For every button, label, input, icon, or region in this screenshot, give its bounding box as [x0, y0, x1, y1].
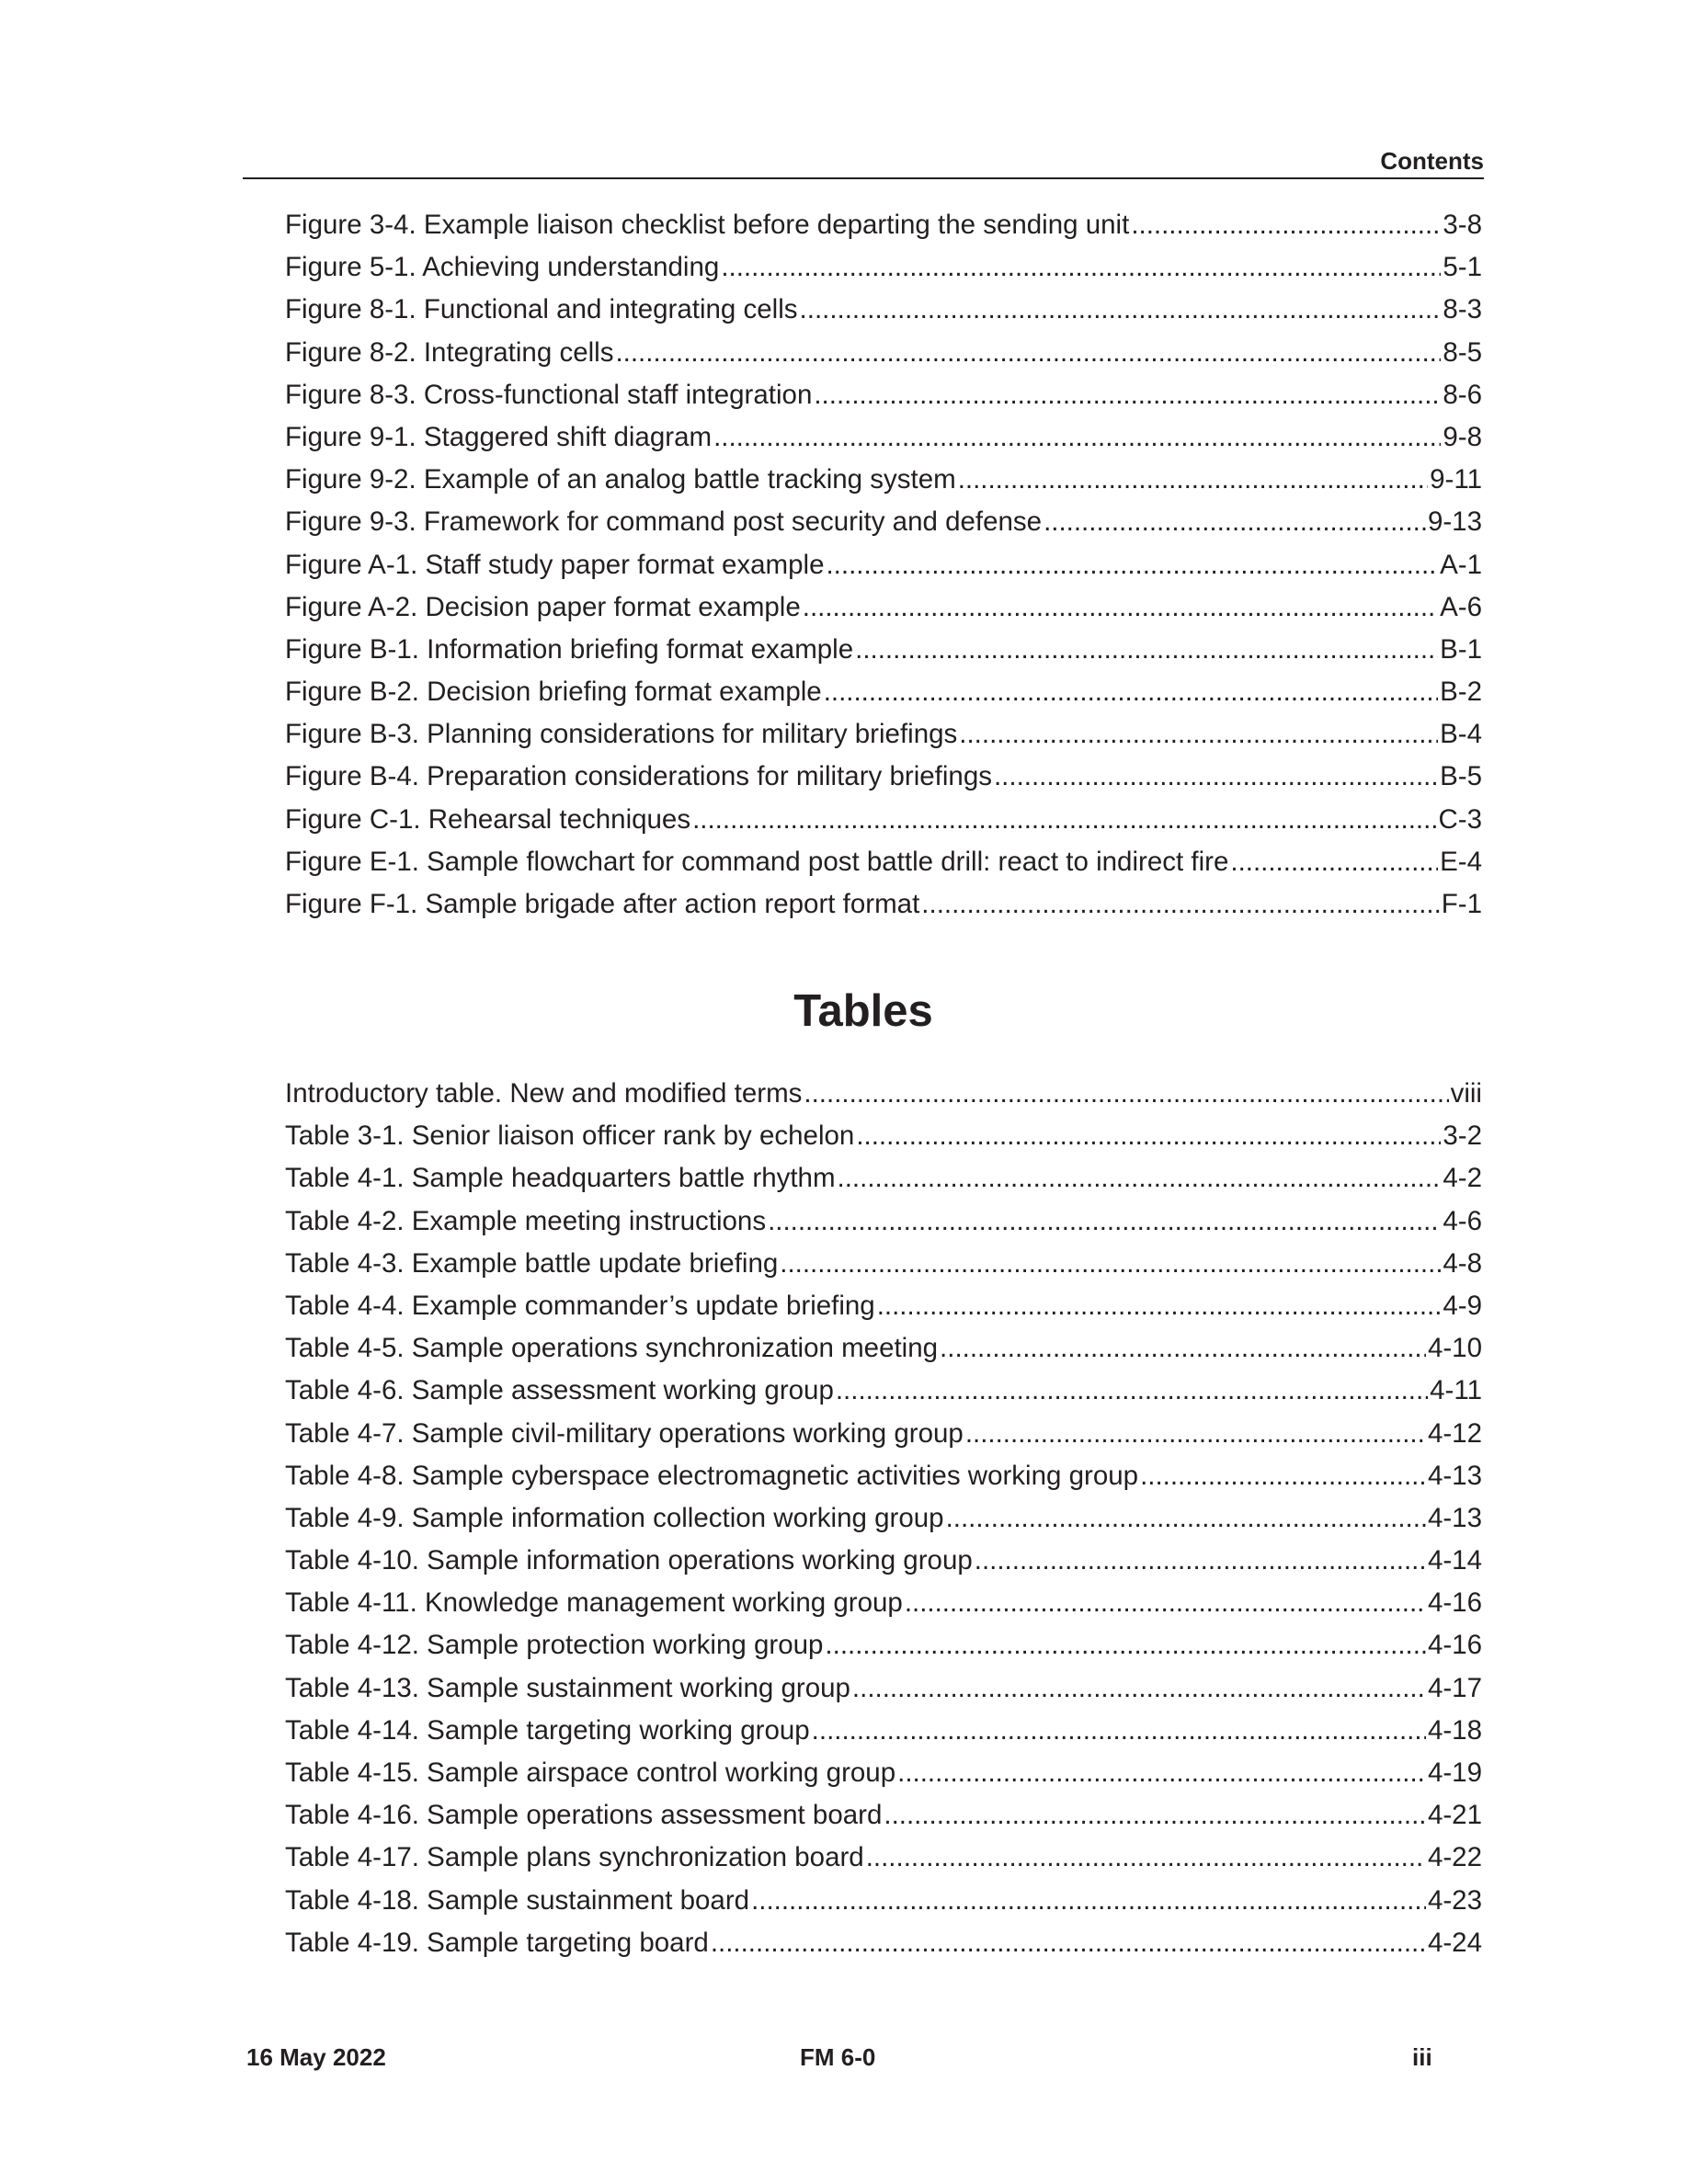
toc-entry-label: Introductory table. New and modified terms	[285, 1078, 803, 1109]
toc-entry-page: 4-22	[1427, 1842, 1482, 1873]
toc-entry-page: 4-12	[1427, 1417, 1482, 1449]
dot-leader	[711, 1928, 1426, 1959]
toc-entry-label: Figure 9-3. Framework for command post security and defense	[285, 506, 1043, 538]
toc-entry-label: Figure B-2. Decision briefing format example	[285, 677, 822, 708]
dot-leader	[877, 1291, 1442, 1322]
dot-leader	[814, 380, 1441, 411]
toc-entry-label: Table 4-8. Sample cyberspace electromagnetic activities working group	[285, 1460, 1139, 1491]
toc-entry-label: Figure 8-3. Cross-functional staff integration	[285, 379, 813, 410]
dot-leader	[825, 1630, 1426, 1661]
toc-entry-page: 4-13	[1427, 1502, 1482, 1533]
tables-list	[285, 1078, 1482, 1970]
toc-entry-label: Table 4-12. Sample protection working group	[285, 1630, 824, 1661]
figure-entry[interactable]	[285, 464, 1482, 506]
table-entry[interactable]	[285, 1885, 1482, 1928]
toc-entry-page: 5-1	[1443, 252, 1482, 283]
dot-leader	[780, 1248, 1441, 1280]
toc-entry-page: 9-11	[1430, 464, 1482, 495]
figure-entry[interactable]	[285, 252, 1482, 294]
figure-entry[interactable]	[285, 719, 1482, 761]
dot-leader	[768, 1206, 1441, 1237]
toc-entry-label: Table 4-3. Example battle update briefing	[285, 1247, 779, 1279]
footer-date: 16 May 2022	[246, 2043, 386, 2071]
table-entry[interactable]	[285, 1928, 1482, 1970]
toc-entry-page: 4-16	[1427, 1630, 1482, 1661]
table-entry[interactable]	[285, 1461, 1482, 1503]
toc-entry-label: Table 4-13. Sample sustainment working group	[285, 1672, 850, 1703]
dot-leader	[946, 1503, 1426, 1534]
figure-entry[interactable]	[285, 210, 1482, 252]
toc-entry-page: A-6	[1440, 591, 1482, 622]
toc-entry-page: 3-2	[1443, 1120, 1482, 1152]
toc-entry-page: A-1	[1440, 549, 1482, 580]
toc-entry-label: Table 4-10. Sample information operations working group	[285, 1545, 973, 1576]
table-entry[interactable]	[285, 1545, 1482, 1587]
dot-leader	[884, 1800, 1426, 1831]
toc-entry-label: Table 4-6. Sample assessment working group	[285, 1375, 834, 1406]
dot-leader	[812, 1715, 1426, 1746]
table-entry[interactable]	[285, 1503, 1482, 1545]
dot-leader	[959, 719, 1438, 750]
table-entry[interactable]	[285, 1163, 1482, 1205]
toc-entry-label: Figure C-1. Rehearsal techniques	[285, 803, 691, 835]
table-entry[interactable]	[285, 1206, 1482, 1248]
toc-entry-page: 4-9	[1443, 1290, 1482, 1321]
toc-entry-label: Table 4-1. Sample headquarters battle rhythm	[285, 1163, 836, 1194]
toc-entry-label: Table 4-2. Example meeting instructions	[285, 1205, 767, 1236]
toc-entry-label: Figure 9-1. Staggered shift diagram	[285, 421, 713, 452]
toc-entry-label: Figure A-2. Decision paper format example	[285, 591, 801, 622]
table-entry[interactable]	[285, 1248, 1482, 1291]
dot-leader	[856, 1120, 1441, 1152]
figure-entry[interactable]	[285, 677, 1482, 719]
dot-leader	[958, 464, 1428, 495]
toc-entry-label: Figure E-1. Sample flowchart for command post battle drill: react to indirect fire	[285, 846, 1229, 877]
figure-entry[interactable]	[285, 550, 1482, 592]
toc-entry-page: B-4	[1440, 719, 1482, 750]
toc-entry-page: 4-21	[1427, 1800, 1482, 1831]
toc-entry-page: 4-13	[1427, 1460, 1482, 1491]
toc-entry-page: C-3	[1438, 803, 1482, 835]
toc-entry-page: 4-18	[1427, 1714, 1482, 1746]
toc-entry-label: Table 4-17. Sample plans synchronization board	[285, 1842, 864, 1873]
figure-entry[interactable]	[285, 847, 1482, 889]
dot-leader	[1131, 210, 1441, 241]
toc-entry-label: Figure 9-2. Example of an analog battle tracking system	[285, 464, 956, 495]
toc-entry-page: 4-24	[1427, 1927, 1482, 1958]
figure-entry[interactable]	[285, 889, 1482, 931]
table-entry[interactable]	[285, 1842, 1482, 1884]
footer-publication: FM 6-0	[800, 2043, 876, 2071]
toc-entry-page: 4-17	[1427, 1672, 1482, 1703]
dot-leader	[826, 550, 1438, 581]
toc-entry-page: 4-14	[1427, 1545, 1482, 1576]
toc-entry-label: Figure F-1. Sample brigade after action report format	[285, 889, 920, 919]
toc-entry-page: 4-11	[1430, 1375, 1482, 1406]
dot-leader	[615, 337, 1441, 369]
toc-entry-page: B-2	[1440, 677, 1482, 708]
toc-entry-page: 9-8	[1443, 421, 1482, 452]
dot-leader	[838, 1163, 1442, 1194]
table-entry[interactable]	[285, 1715, 1482, 1757]
toc-entry-page: 4-2	[1443, 1163, 1482, 1194]
toc-entry-label: Table 4-14. Sample targeting working group	[285, 1714, 810, 1746]
toc-entry-label: Figure B-1. Information briefing format example	[285, 633, 854, 665]
dot-leader	[800, 294, 1442, 325]
table-entry[interactable]	[285, 1078, 1482, 1120]
table-entry[interactable]	[285, 1418, 1482, 1461]
figure-entry[interactable]	[285, 592, 1482, 634]
figure-entry[interactable]	[285, 634, 1482, 677]
toc-entry-page: 4-19	[1427, 1757, 1482, 1788]
toc-entry-label: Table 4-4. Example commander’s update briefing	[285, 1290, 875, 1321]
figures-list	[285, 210, 1482, 931]
running-header: Contents	[1380, 147, 1484, 175]
toc-entry-label: Figure 8-1. Functional and integrating cells	[285, 294, 798, 325]
toc-entry-page: 4-8	[1443, 1247, 1482, 1279]
toc-entry-label: Figure 5-1. Achieving understanding	[285, 252, 720, 283]
toc-entry-label: Figure B-3. Planning considerations for military briefings	[285, 719, 958, 750]
toc-entry-page: 4-10	[1427, 1333, 1482, 1364]
dot-leader	[1230, 847, 1438, 878]
toc-entry-label: Figure B-4. Preparation considerations for military briefings	[285, 761, 992, 792]
dot-leader	[866, 1842, 1426, 1873]
dot-leader	[803, 592, 1438, 623]
dot-leader	[751, 1885, 1426, 1917]
dot-leader	[994, 761, 1438, 792]
toc-entry-label: Table 3-1. Senior liaison officer rank by echelon	[285, 1120, 855, 1152]
toc-entry-page: 8-3	[1443, 294, 1482, 325]
dot-leader	[824, 677, 1438, 708]
figure-entry[interactable]	[285, 506, 1482, 549]
dot-leader	[975, 1545, 1426, 1576]
toc-entry-page: F-1	[1441, 889, 1482, 919]
figure-entry[interactable]	[285, 422, 1482, 464]
figure-entry[interactable]	[285, 337, 1482, 380]
toc-entry-page: 8-5	[1443, 336, 1482, 368]
dot-leader	[897, 1757, 1426, 1789]
dot-leader	[1140, 1461, 1426, 1492]
toc-entry-page: B-1	[1440, 633, 1482, 665]
tables-heading: Tables	[793, 986, 933, 1036]
dot-leader	[713, 422, 1441, 453]
toc-entry-page: B-5	[1440, 761, 1482, 792]
toc-entry-label: Table 4-5. Sample operations synchronization meeting	[285, 1333, 939, 1364]
table-entry[interactable]	[285, 1630, 1482, 1672]
figure-entry[interactable]	[285, 294, 1482, 336]
toc-entry-label: Figure A-1. Staff study paper format example	[285, 549, 825, 580]
toc-entry-page: 8-6	[1443, 379, 1482, 410]
toc-entry-page: 4-16	[1427, 1587, 1482, 1619]
toc-entry-page: 9-13	[1427, 506, 1482, 538]
toc-entry-label: Table 4-7. Sample civil-military operations working group	[285, 1417, 964, 1449]
dot-leader	[855, 634, 1438, 665]
dot-leader	[940, 1333, 1426, 1364]
toc-entry-label: Table 4-16. Sample operations assessment board	[285, 1800, 883, 1831]
toc-entry-page: 4-23	[1427, 1884, 1482, 1916]
toc-entry-label: Table 4-11. Knowledge management working group	[285, 1587, 903, 1619]
dot-leader	[692, 804, 1436, 836]
table-entry[interactable]	[285, 1673, 1482, 1715]
toc-entry-page: 3-8	[1443, 210, 1482, 240]
dot-leader	[804, 1078, 1448, 1109]
toc-entry-label: Table 4-15. Sample airspace control working group	[285, 1757, 896, 1788]
dot-leader	[836, 1375, 1428, 1406]
toc-entry-page: 4-6	[1443, 1205, 1482, 1236]
figure-entry[interactable]	[285, 761, 1482, 803]
table-entry[interactable]	[285, 1587, 1482, 1630]
toc-entry-label: Figure 3-4. Example liaison checklist before departing the sending unit	[285, 210, 1130, 240]
figure-entry[interactable]	[285, 380, 1482, 422]
table-entry[interactable]	[285, 1333, 1482, 1375]
dot-leader	[965, 1418, 1426, 1450]
toc-entry-label: Table 4-9. Sample information collection working group	[285, 1502, 944, 1533]
dot-leader	[905, 1587, 1426, 1619]
dot-leader	[921, 889, 1439, 920]
table-entry[interactable]	[285, 1757, 1482, 1800]
toc-entry-label: Table 4-18. Sample sustainment board	[285, 1884, 750, 1916]
table-entry[interactable]	[285, 1800, 1482, 1842]
figure-entry[interactable]	[285, 804, 1482, 847]
dot-leader	[721, 252, 1441, 283]
table-entry[interactable]	[285, 1375, 1482, 1417]
header-rule	[243, 177, 1484, 179]
toc-entry-page: E-4	[1440, 846, 1482, 877]
toc-entry-page: viii	[1450, 1078, 1482, 1109]
toc-entry-label: Table 4-19. Sample targeting board	[285, 1927, 709, 1958]
dot-leader	[1044, 506, 1426, 538]
footer-page-number: iii	[1412, 2043, 1432, 2071]
toc-entry-label: Figure 8-2. Integrating cells	[285, 336, 614, 368]
table-entry[interactable]	[285, 1120, 1482, 1163]
table-entry[interactable]	[285, 1291, 1482, 1333]
dot-leader	[852, 1673, 1426, 1704]
